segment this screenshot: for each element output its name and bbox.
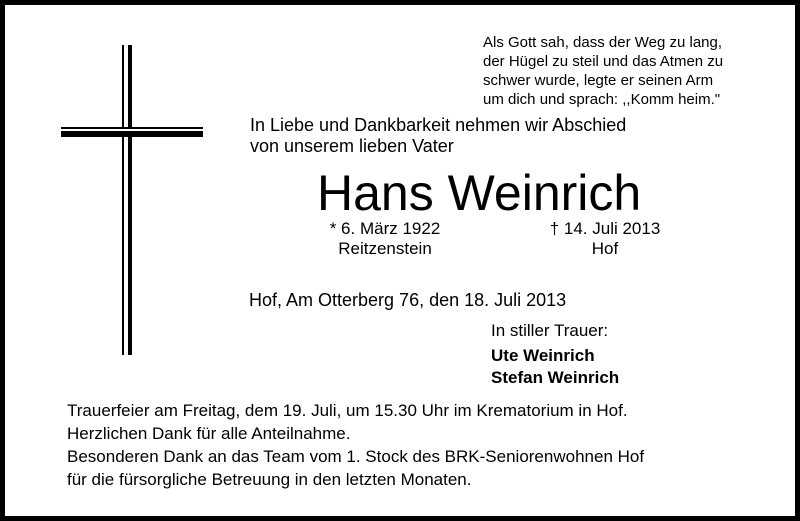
place-and-date: Hof, Am Otterberg 76, den 18. Juli 2013 [249,290,567,310]
thanks-line: Herzlichen Dank für alle Anteilnahme. [67,424,351,443]
birth-place: Reitzenstein [338,239,432,258]
poem-line: schwer wurde, legte er seinen Arm [483,72,714,89]
death-date: † 14. Juli 2013 [549,219,661,238]
cross-vertical-inline [124,45,128,355]
mourner-name: Ute Weinrich [491,346,595,365]
intro-line: von unserem lieben Vater [250,136,454,156]
cross-horizontal-inline [61,129,203,131]
funeral-info: Trauerfeier am Freitag, dem 19. Juli, um 15.30 Uhr im Krematorium in Hof. [67,401,628,420]
special-thanks-line-continued: für die fürsorgliche Betreuung in den letzten Monaten. [67,470,472,489]
intro-text [250,115,626,157]
poem-line: Als Gott sah, dass der Weg zu lang, [483,34,723,51]
death-info [525,219,685,259]
deceased-name: Hans Weinrich [317,165,642,221]
poem-line: um dich und sprach: ,,Komm heim." [483,91,721,108]
poem-line: der Hügel zu steil und das Atmen zu [483,53,724,70]
cross-icon [61,45,203,355]
birth-date: * 6. März 1922 [329,219,441,238]
intro-line: In Liebe und Dankbarkeit nehmen wir Abschied [250,115,627,135]
special-thanks-line: Besonderen Dank an das Team vom 1. Stock des BRK-Seniorenwohnen Hof [67,447,645,466]
mourners [491,320,619,389]
birth-info [305,219,465,259]
death-place: Hof [591,239,619,258]
footer-text [67,399,644,491]
poem [483,33,783,109]
mourner-name: Stefan Weinrich [491,368,620,387]
mourners-label: In stiller Trauer: [491,321,609,340]
